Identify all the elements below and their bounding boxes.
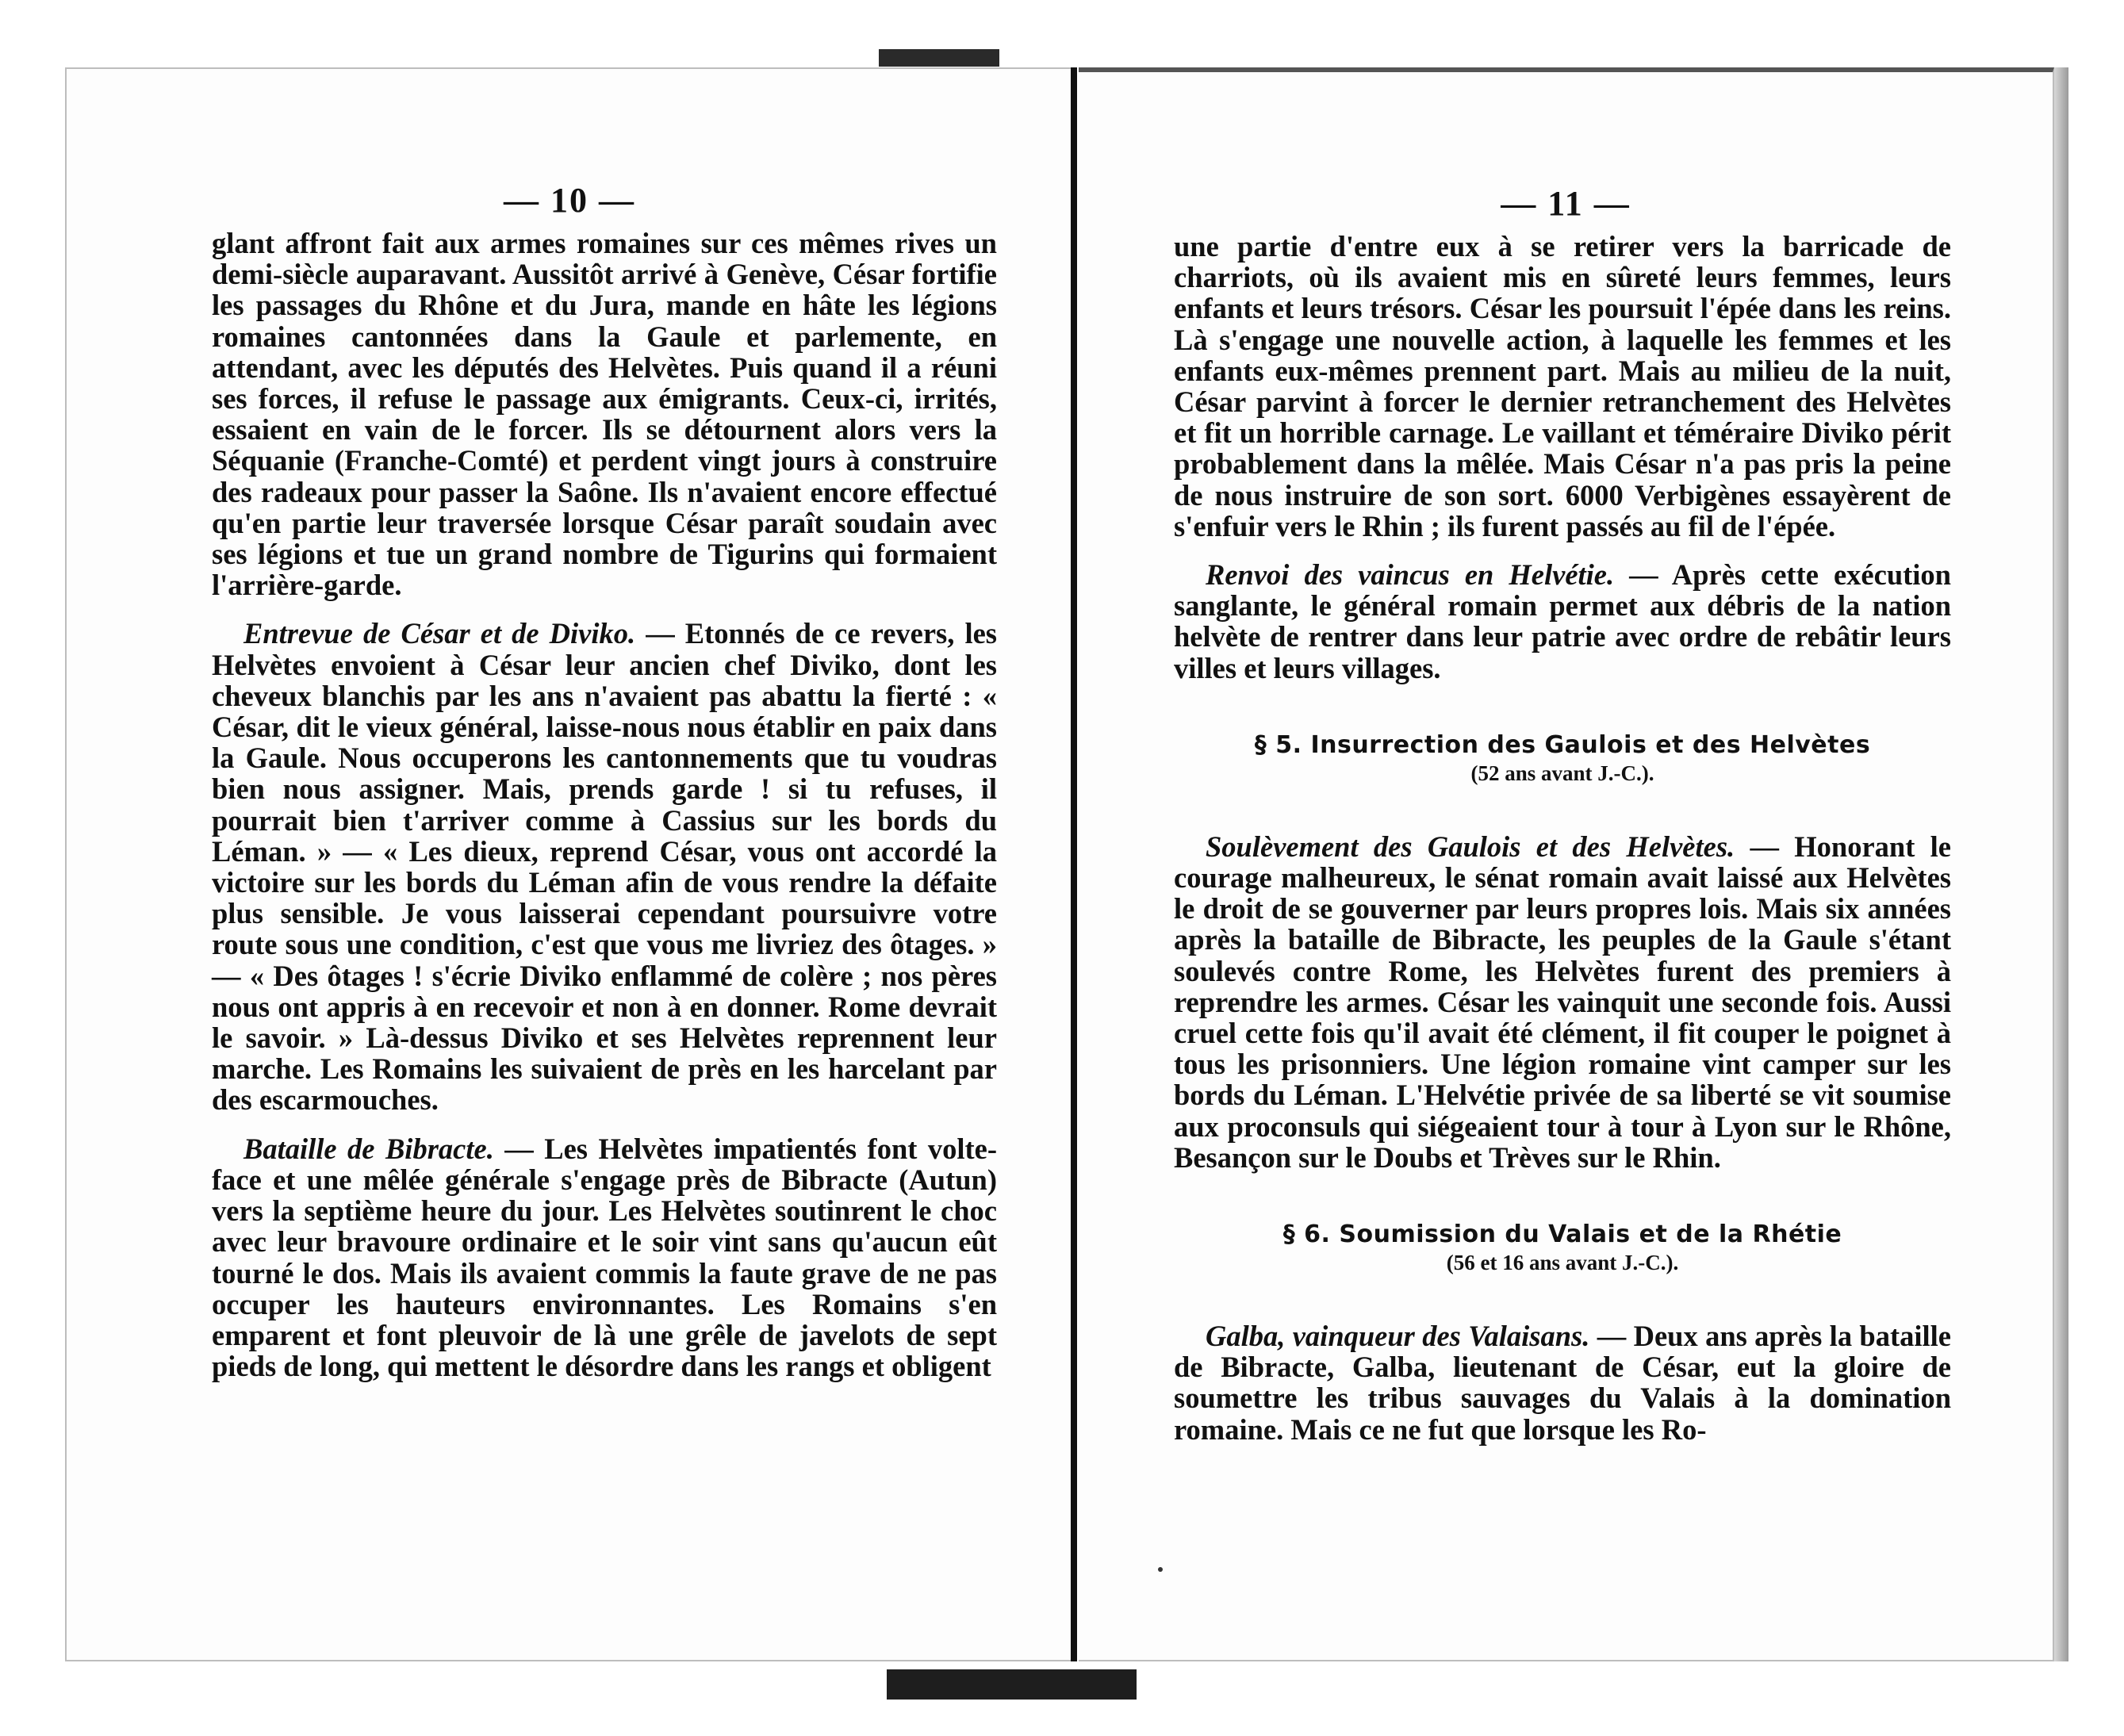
paragraph-text: — Honorant le courage malheureux, le sénat romain avait laissé aux Helvètes le droit de se gouverner par leurs propres lois. Mais six années après la bataille de Bibracte, les peuples de la Gaule s'étant soulevés contre Rome, les Helvètes furent des premiers à reprendre les armes. César les vainquit une seconde fois. Aussi cruel cette fois qu'il avait été clément, il fit couper le poignet à tous les prisonniers. Une légion romaine vint camper sur les bords du Léman. L'Helvétie privée de sa liberté se vit soumise aux proconsuls qui siégeaient tour à tour à Lyon sur le Rhône, Besançon sur le Doubs et Trèves sur le Rhin. — [1174, 830, 1951, 1174]
paragraph — [1174, 1320, 1951, 1445]
runin-heading: Soulèvement des Gaulois et des Helvètes. — [1206, 830, 1735, 863]
ink-speck — [1158, 1567, 1163, 1572]
runin-heading: Bataille de Bibracte. — [243, 1132, 494, 1165]
section-title: § 5. Insurrection des Gaulois et des Helvètes — [1254, 730, 1871, 759]
runin-heading: Entrevue de César et de Diviko. — [243, 617, 636, 650]
left-text-column — [212, 228, 997, 1399]
book-gutter — [1071, 67, 1077, 1661]
runin-heading: Renvoi des vaincus en Helvétie. — [1206, 558, 1615, 592]
page-number-left: — 10 — — [504, 181, 635, 220]
paragraph-text: — Deux ans après la bataille de Bibracte, Galba, lieutenant de César, eut la gloire de soumettre les tribus sauvages du Valais à la domination romaine. Mais ce ne fut que lorsque les Ro- — [1174, 1320, 1951, 1446]
right-text-column — [1174, 231, 1951, 1462]
paragraph-text: une partie d'entre eux à se retirer vers la barricade de charriots, où ils avaient mis en sûreté leurs femmes, leurs enfants et leurs trésors. César les poursuit l'épée dans les reins. Là s'engage une nouvelle action, à laquelle les femmes et les enfants eux-mêmes prennent part. Mais au milieu de la nuit, César parvint à forcer le dernier retranchement des Helvètes et fit un horrible carnage. Le vaillant et téméraire Diviko périt probablement dans la mêlée. Mais César n'a pas pris la peine de nous instruire de son sort. 6000 Verbigènes essayèrent de s'enfuir vers le Rhin ; ils furent passés au fil de l'épée. — [1174, 230, 1951, 542]
paragraph-text: — Etonnés de ce revers, les Helvètes envoient à César leur ancien chef Diviko, dont les cheveux blanchis par les ans n'avaient pas abattu la fierté : « César, dit le vieux général, laisse-nous nous établir en paix dans la Gaule. Nous occuperons les cantonnements que tu voudras bien nous assigner. Mais, prends garde ! si tu refuses, il pourrait bien t'arriver comme à Cassius sur les bords du Léman. » — « Les dieux, reprend César, vous ont accordé la victoire sur les bords du Léman afin de vous rendre la défaite plus sensible. Je vous laisserai cependant poursuivre votre route sous une condition, c'est que vous me livriez des ôtages. » — « Des ôtages ! s'écrie Diviko enflammé de colère ; nos pères nous ont appris à en recevoir et non à en donner. Rome devrait le savoir. » Là-dessus Diviko et ses Helvètes reprennent leur marche. Les Romains les suivaient de près en les harcelant par des escarmouches. — [212, 617, 997, 1117]
paragraph-text: glant affront fait aux armes romaines sur ces mêmes rives un demi-siècle auparavant. Aussitôt arrivé à Genève, César fortifie les passages du Rhône et du Jura, mande en hâte les légions romaines cantonnées dans la Gaule et parlemente, en attendant, avec les députés des Helvètes. Puis quand il a réuni ses forces, il refuse le passage aux émigrants. Ceux-ci, irrités, essaient en vain de le forcer. Ils se détournent alors vers la Séquanie (Franche-Comté) et perdent vingt jours à construire des radeaux pour passer la Saône. Ils n'avaient encore effectué qu'en partie leur traversée lorsque César paraît soudain avec ses légions et tue un grand nombre de Tigurins qui formaient l'arrière-garde. — [212, 227, 997, 602]
paragraph — [1174, 231, 1951, 542]
paragraph-text: — Les Helvètes impatientés font volte-face et une mêlée générale s'engage près de Bibracte (Autun) vers la septième heure du jour. Les Helvètes soutinrent le choc avec leur bravoure ordinaire et le soir vint sans qu'aucun eût tourné le dos. Mais ils avaient commis la faute grave de ne pas occuper les hauteurs environnantes. Les Romains s'en emparent et font pleuvoir de là une grêle de javelots de sept pieds de long, qui mettent le désordre dans les rangs et obligent — [212, 1132, 997, 1383]
section-date: (56 et 16 ans avant J.-C.). — [1446, 1251, 1679, 1275]
section-heading-6 — [1174, 1221, 1951, 1276]
paragraph — [212, 618, 997, 1115]
left-page — [65, 67, 1072, 1661]
paragraph — [212, 1133, 997, 1382]
section-heading-5 — [1174, 731, 1951, 787]
page-block-edge — [2054, 67, 2068, 1661]
spine-label-top — [879, 49, 999, 67]
spine-label-bottom — [887, 1669, 1137, 1700]
paragraph — [212, 228, 997, 600]
paragraph-text: — Après cette exécution sanglante, le général romain permet aux débris de la nation helvète de rentrer dans leur patrie avec ordre de rebâtir leurs villes et leurs villages. — [1174, 558, 1951, 684]
page-number-right: — 11 — — [1501, 184, 1631, 223]
section-title: § 6. Soumission du Valais et de la Rhétie — [1282, 1221, 1842, 1249]
section-date: (52 ans avant J.-C.). — [1470, 761, 1654, 785]
right-page — [1079, 67, 2054, 1661]
paragraph — [1174, 831, 1951, 1173]
runin-heading: Galba, vainqueur des Valaisans. — [1206, 1320, 1590, 1353]
paragraph — [1174, 559, 1951, 684]
